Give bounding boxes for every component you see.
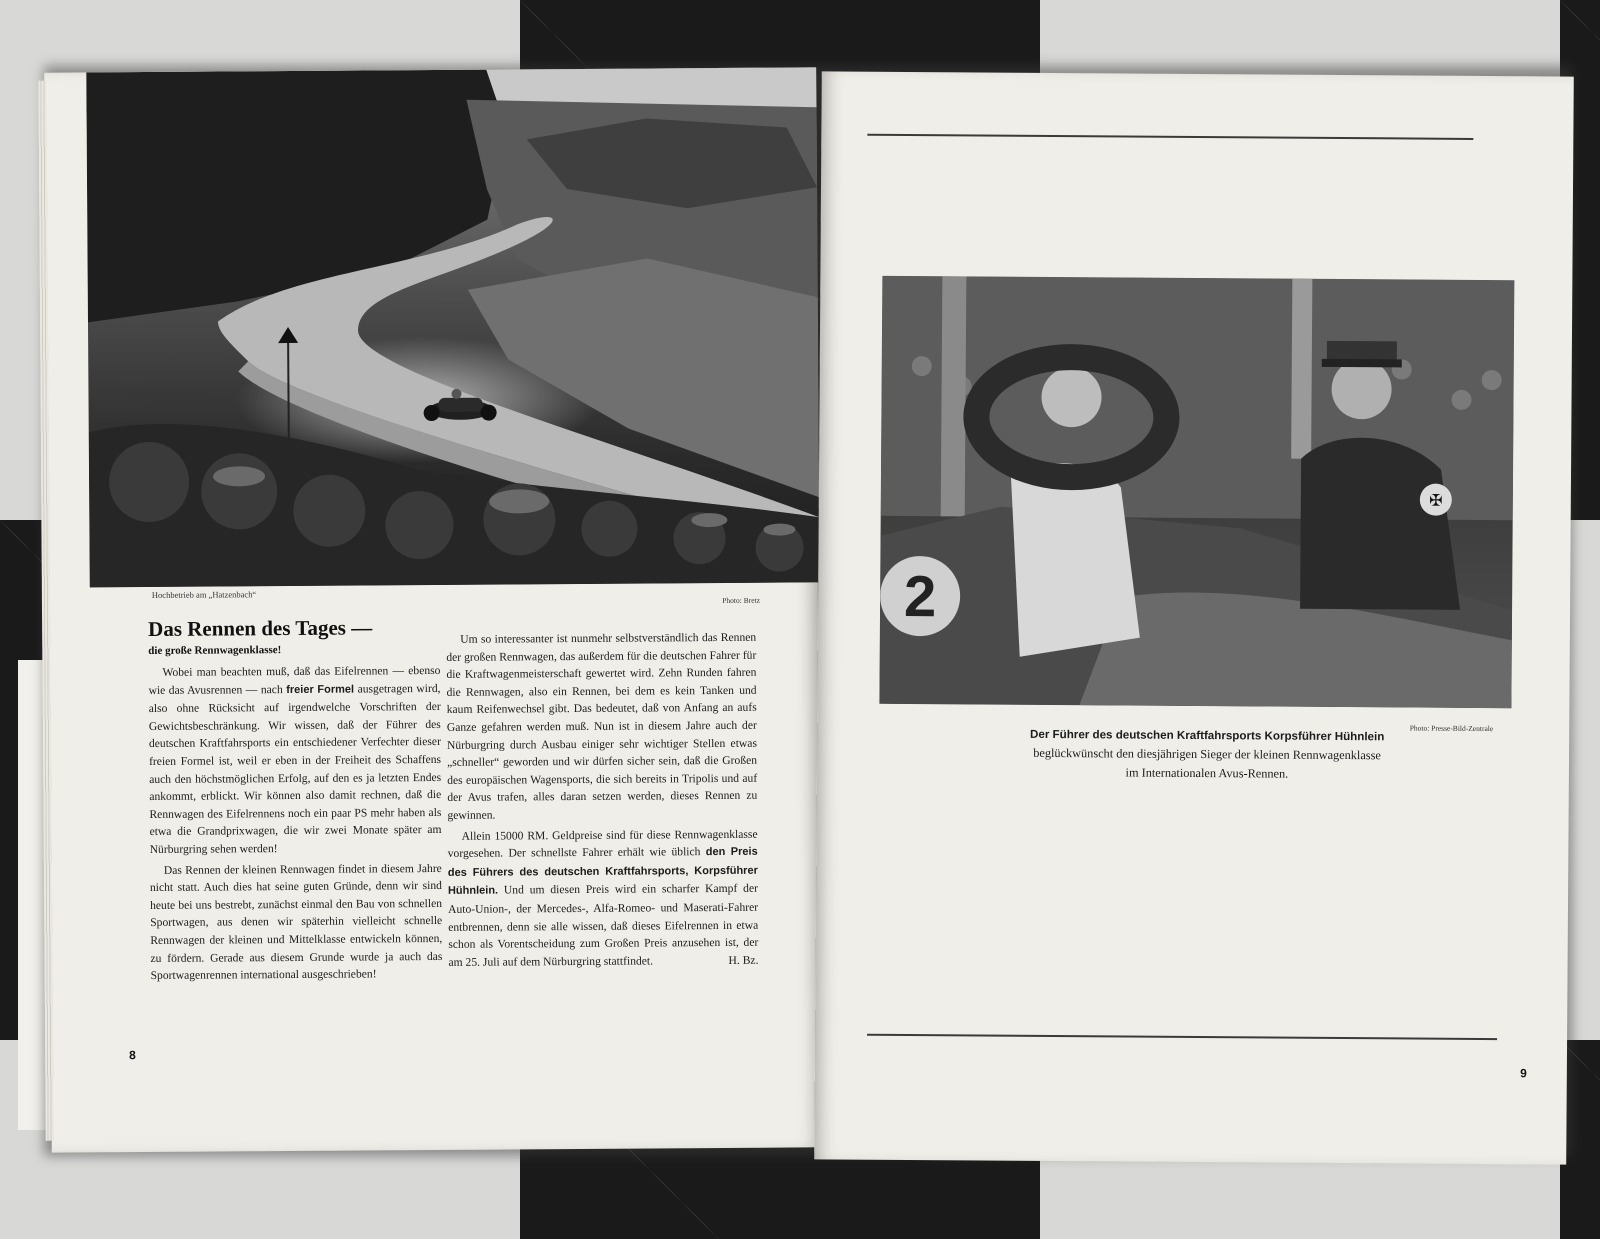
paragraph: Um so interessanter ist nunmehr selbstverständlich das Rennen der großen Rennwagen, das außerdem für die deutschen Fahrer für die Kraftwagenmeisterschaft gewertet wird. Zehn Runden fahren die Rennwagen, also ein Rennen, bei dem es kein Tanken und kaum Reifenwechsel gibt. Das bedeutet, daß von Anfang an aufs Ganze gefahren werden muß. Nun ist in diesem Jahre auch der Nürburgring durch Ausbau einiger sehr wichtiger Stellen etwas „schneller“ geworden und wir dürfen sicher sein, daß die Großen des europäischen Wagensports, die sich bereits in Tripolis und auf der Avus trafen, alles daran setzen werden, dieses Rennen zu gewinnen. [446,630,758,822]
winner-photo [879,276,1514,708]
emphasis-text: den Preis des Führers des deutschen Kraftfahrsports, Korpsführer Hühnlein. [447,845,758,898]
page-number: 9 [1520,1066,1527,1081]
author-signature: H. Bz. [728,953,759,967]
paragraph [148,662,441,859]
race-track-photo [86,67,820,587]
paragraph: Das Rennen der kleinen Rennwagen findet in diesem Jahre nicht statt. Auch dies hat seine guten Gründe, denn wir sind heute bei uns bestrebt, zunächst einmal den Bau von schnellen Sportwagen, aus denen wir späterhin vielleicht schnelle Rennwagen der kleinen und Mittelklasse entwickeln können, zu fördern. Gerade aus diesem Grunde wurde ja auch das Sportwagenrennen international ausgeschrieben! [149,861,443,983]
left-page [44,67,822,1152]
winner-illustration [879,276,1514,708]
page-number: 8 [129,1048,136,1063]
photo-caption [877,724,1537,786]
paragraph-text: Allein 15000 RM. Geldpreise sind für diese Rennwagenklasse vorgesehen. Der schnellste Fahrer erhält wie üblich [447,827,758,861]
photo-credit: Photo: Bretz [722,595,760,605]
emphasis-text: freier Formel [286,683,355,696]
article-subheadline: die große Rennwagenklasse! [148,644,282,657]
caption-line: im Internationalen Avus-Rennen. [1125,765,1289,781]
car-number: 2 [903,563,937,630]
article-headline: Das Rennen des Tages — [148,615,373,641]
photo-credit: Photo: Presse-Bild-Zentrale [1409,723,1494,734]
text-column-2 [446,629,758,971]
paragraph-text: ausgetragen wird, also ohne Rücksicht auf irgendwelche Vorschriften der Gewichtsbeschränkung. Wir wissen, daß der Führer des deutschen Kraftfahrsports ein entschiedener Verfechter dieser freien Formel ist, weil er eben in der Freiheit des Schaffens auch den höchstmöglichen Erfolg, auf den es ja letzten Endes ankommt, erblickt. Wir können also damit rechnen, daß die Rennwagen des Eifelrennens noch ein paar PS mehr haben als etwa die Grandprixwagen, die wir zwei Monate später am Nürburgring sehen werden! [148,681,442,856]
paragraph [448,825,759,971]
caption-line: Der Führer des deutschen Kraftfahrsports Korpsführer Hühnlein [1029,727,1385,744]
paragraph-text: Wobei man beachten muß, daß das Eifelrennen — ebenso wie das Avusrennen — nach [148,663,441,697]
right-page [814,71,1574,1164]
bottom-rule [867,1034,1497,1040]
caption-line: beglückwünscht den diesjährigen Sieger der kleinen Rennwagenklasse [1033,745,1381,763]
armband-emblem-icon: ✠ [1429,492,1443,510]
race-track-illustration [86,67,820,587]
top-rule [867,134,1473,140]
photo-caption: Hochbetrieb am „Hatzenbach“ [151,589,257,600]
paragraph-text: Und um diesen Preis wird ein scharfer Kampf der Auto-Union-, der Mercedes-, Alfa-Romeo- und Maserati-Fahrer entbrennen, denn sie alle wissen, daß dieses Eifelrennen in etwa schon als Vorentscheidung zum Großen Preis anzusehen ist, der am 25. Juli auf dem Nürburgring stattfindet. [448,882,759,969]
text-column-1 [148,662,442,985]
